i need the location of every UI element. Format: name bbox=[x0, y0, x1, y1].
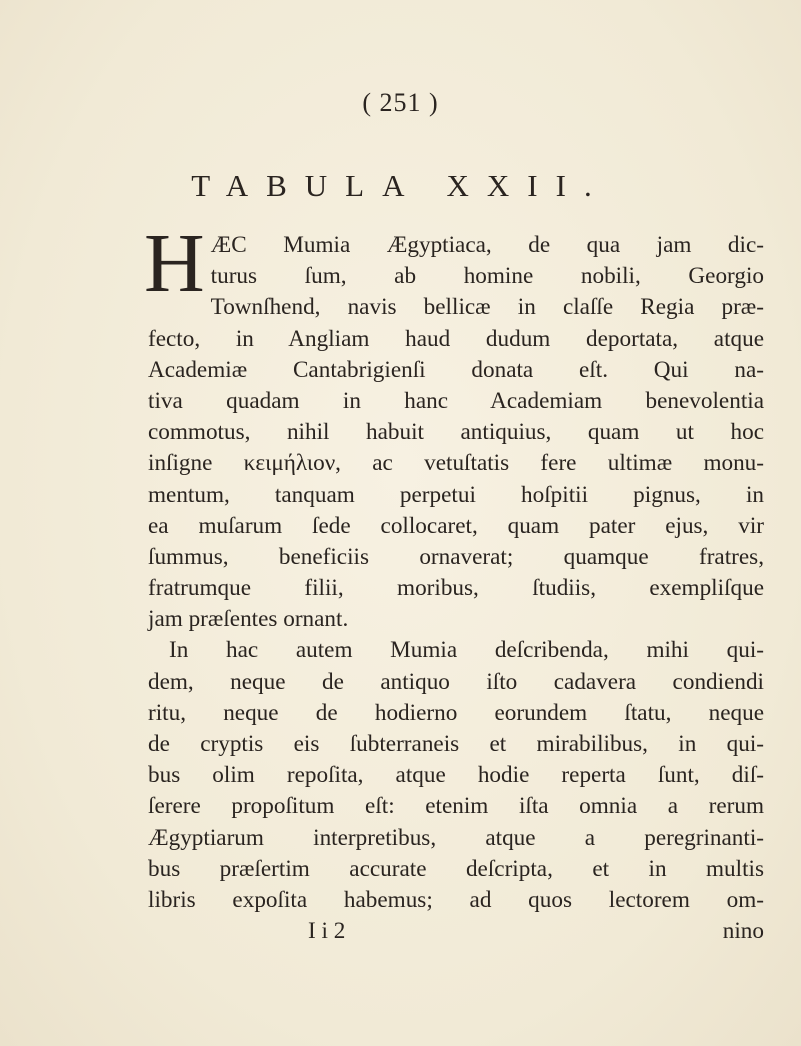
text-line: de cryptis eis ſubterraneis et mirabilibus, in qui- bbox=[148, 731, 764, 757]
text-line: In hac autem Mumia deſcribenda, mihi qui- bbox=[169, 637, 764, 664]
text-line: inſigne κειμήλιον, ac vetuſtatis fere ultimæ monu- bbox=[148, 450, 764, 477]
catchword: nino bbox=[722, 918, 764, 945]
text-line: Academiæ Cantabrigienſi donata eſt. Qui na- bbox=[148, 356, 764, 383]
page-title: TABULA XXII. bbox=[191, 168, 610, 203]
text-line: ritu, neque de hodierno eorundem ſtatu, neque bbox=[148, 699, 764, 726]
text-line: Ægyptiarum interpretibus, atque a peregrinanti- bbox=[148, 824, 764, 851]
signature-mark: I i 2 bbox=[308, 918, 346, 945]
page-number: ( 251 ) bbox=[362, 88, 439, 117]
text-line: fratrumque filii, moribus, ſtudiis, exempliſque bbox=[148, 575, 764, 602]
text-line: bus præſertim accurate deſcripta, et in multis bbox=[148, 855, 764, 882]
text-line: bus olim repoſita, atque hodie reperta ſunt, diſ- bbox=[148, 762, 764, 789]
text-line: dem, neque de antiquo iſto cadavera condiendi bbox=[148, 668, 764, 695]
drop-cap: H bbox=[144, 217, 205, 310]
text-line: ÆC Mumia Ægyptiaca, de qua jam dic- bbox=[210, 232, 764, 258]
body-text bbox=[144, 217, 764, 947]
text-line: Townſhend, navis bellicæ in claſſe Regia præ- bbox=[210, 294, 764, 321]
text-line: mentum, tanquam perpetui hoſpitii pignus, in bbox=[148, 481, 764, 508]
text-line: jam præſentes ornant. bbox=[148, 606, 349, 633]
text-line: ſummus, beneficiis ornaverat; quamque fratres, bbox=[148, 543, 764, 570]
text-line: turus ſum, ab homine nobili, Georgio bbox=[210, 263, 764, 290]
text-line: commotus, nihil habuit antiquius, quam ut hoc bbox=[148, 419, 764, 446]
text-line: ea muſarum ſede collocaret, quam pater ejus, vir bbox=[148, 512, 764, 539]
page-footer bbox=[148, 916, 764, 947]
text-line: ſerere propoſitum eſt: etenim iſta omnia a rerum bbox=[148, 793, 764, 820]
text-line: tiva quadam in hanc Academiam benevolentia bbox=[148, 387, 764, 414]
text-line: fecto, in Angliam haud dudum deportata, atque bbox=[148, 325, 764, 352]
text-line: libris expoſita habemus; ad quos lectorem om- bbox=[148, 886, 764, 913]
